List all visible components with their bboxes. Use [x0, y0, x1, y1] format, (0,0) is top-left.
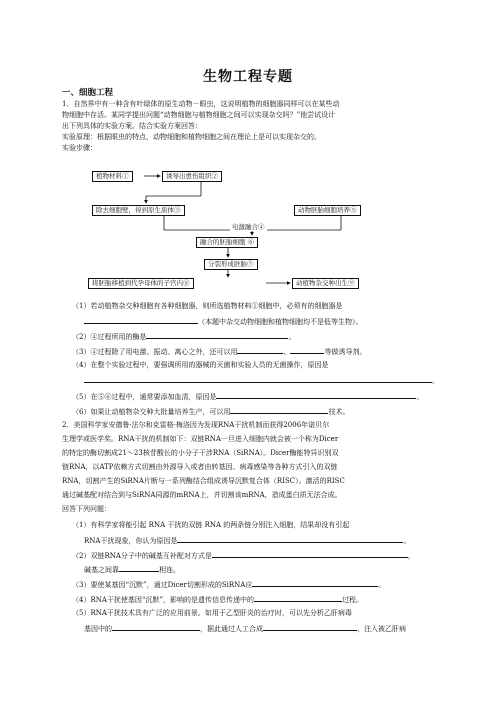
q2-sub3-text: （3）要使某基因“沉默”，通过Dicer切割形成的SiRNA应 — [72, 581, 253, 589]
callus-box: 诱导出愈伤组织② — [162, 171, 222, 182]
animal-culture-box: 动物胚胎细胞培养⑤ — [294, 205, 361, 216]
q1-sub6-end: 技术。 — [328, 408, 350, 416]
q1-sub1-cont — [84, 315, 458, 328]
answer-blank[interactable] — [146, 330, 288, 339]
transfer-box: 将胚胎移植到代孕母体的子宫内⑧ — [88, 278, 194, 289]
q1-sub4-cont — [84, 374, 458, 387]
period: 。 — [378, 581, 386, 589]
answer-blank[interactable] — [230, 405, 328, 414]
q1-sub1-text: （1）若动植物杂交种细胞有各种细胞器，则所选植物材料①细胞中，必须有的细胞器是 — [72, 302, 343, 310]
q1-intro-line: 实验步骤： — [62, 144, 97, 152]
q2-intro-line: 2．美国科学家安德鲁·法尔和克雷格·梅洛因为发现RNA干扰机制而获得2006年诺贝尔 — [62, 421, 330, 429]
period: 。 — [403, 537, 411, 545]
answer-blank[interactable] — [263, 622, 357, 631]
answer-blank[interactable] — [216, 390, 416, 399]
q1-sub2 — [72, 330, 446, 343]
q2-sub2-text2: 碱基之间靠 — [84, 566, 119, 574]
q1-intro-line: 1．自然界中有一种含有叶绿体的原生动物－眼虫，这说明植物的细胞器同样可以在某些动 — [62, 100, 340, 108]
answer-blank[interactable] — [290, 345, 324, 354]
q1-sub3 — [72, 345, 446, 358]
q1-sub5 — [72, 390, 446, 403]
q2-intro-line: 链RNA，以ATP依赖方式切割由外源导入或者由转基因、病毒感染等各种方式引入的双链 — [62, 463, 338, 471]
plant-material-box: 植物材料① — [92, 171, 133, 182]
q2-sub2 — [72, 549, 446, 562]
period: 。 — [416, 393, 424, 401]
q2-intro-line: 的特定的酶切割成21～23核苷酸长的小分子干涉RNA（SiRNA）。Dicer酶能特异识别双 — [62, 449, 339, 457]
embryo-split-box: 分裂形成胚胎⑦ — [204, 259, 258, 270]
answer-blank[interactable] — [254, 593, 342, 602]
q1-sub2-text: （2）④过程所用的酶是 — [72, 333, 147, 341]
q2-sub4 — [72, 593, 446, 606]
experiment-flow-diagram — [86, 170, 404, 298]
answer-blank[interactable] — [177, 534, 403, 543]
answer-blank[interactable] — [84, 315, 198, 324]
q1-sub1 — [72, 301, 446, 312]
q1-sub3-end: 等做诱导剂。 — [324, 348, 367, 356]
q1-sub1-note: （本题中杂交动物细胞和植物细胞均不是低等生物）。 — [198, 318, 363, 326]
q2-sub1: （1）有科学家将能引起 RNA 干扰的双链 RNA 的两条链分别注入细胞，结果却没有引起 — [72, 521, 350, 529]
hybrid-birth-box: 动植物杂交种出生⑨ — [292, 278, 359, 289]
fused-cell-box: 融合的胚胎细胞 ⑥ — [196, 237, 258, 248]
q2-sub3 — [72, 578, 446, 591]
q2-sub2-text: （2）双链RNA分子中的碱基互补配对方式是 — [72, 552, 212, 560]
q1-sub6 — [72, 405, 446, 418]
page-title: 生物工程专题 — [203, 69, 293, 85]
electrofusion-label: 电激融合④ — [232, 223, 265, 231]
period: 。 — [288, 333, 296, 341]
q2-sub5-text: 基因中的 — [84, 625, 112, 633]
period: 。 — [432, 377, 439, 385]
comma: 、 — [283, 348, 291, 356]
q2-sub5-text3: ，注入被乙肝病 — [357, 625, 406, 633]
q2-intro-line: 通过碱基配对结合到与SiRNA同源的mRNA上，并切割该mRNA，造成蛋白质无法合成。 — [62, 491, 342, 499]
q1-sub5-text: （5）在⑤⑥过程中，通常要添加血清，原因是 — [72, 393, 217, 401]
q1-sub3-text: （3）④过程除了用电激、振动、离心之外，还可以用 — [72, 348, 238, 356]
q2-sub1-text: RNA干扰现象，你认为原因是 — [84, 537, 178, 545]
q2-sub4-text: （4）RNA干扰使基因“沉默”，影响的是遗传信息传递中的 — [72, 596, 255, 604]
answer-blank[interactable] — [252, 578, 378, 587]
q2-intro-line: RNA，切割产生的SiRNA片断与一系列酶结合组成诱导沉默复合体（RISC）。激活的RISC — [62, 477, 345, 485]
answer-blank[interactable] — [84, 374, 432, 383]
answer-blank[interactable] — [119, 563, 159, 572]
q2-sub4-end: 过程。 — [342, 596, 364, 604]
q1-intro-line: 实验原理：根据眼虫的特点，动物细胞和植物细胞之间在理论上是可以实现杂交的。 — [62, 133, 321, 141]
q2-sub2-end: 相连。 — [159, 566, 180, 574]
q2-sub2-cont — [84, 563, 458, 576]
answer-blank[interactable] — [212, 549, 408, 558]
q1-intro-line: 物细胞中存活。某同学提出问题“动物细胞与植物细胞之间可以实现杂交吗？”他尝试设计 — [62, 111, 336, 119]
q1-sub6-text: （6）如果让动植物杂交种大批量培养生产，可以用 — [72, 408, 231, 416]
protoplast-box: 除去细胞壁，得到原生质体③ — [92, 205, 185, 216]
q2-intro-line: 生理学或医学奖。RNA干扰的机制如下：双链RNA一旦进入细胞内就会被一个称为Dicer — [62, 435, 339, 443]
q1-sub4: （4）在整个实验过程中，要强调所用的器械的灭菌和实验人员的无菌操作，原因是 — [72, 361, 329, 369]
answer-blank[interactable] — [112, 622, 200, 631]
q1-intro-line: 出下列具体的实验方案。结合实验方案回答： — [62, 122, 202, 130]
comma: ， — [407, 552, 415, 560]
q2-sub5-text2: ，据此通过人工合成 — [200, 625, 263, 633]
q2-intro-line: 回答下列问题： — [62, 505, 111, 513]
q2-sub5: （5）RNA干扰技术具有广泛的应用前景。如用于乙型肝炎的治疗时，可以先分析乙肝病毒 — [72, 609, 352, 617]
section-heading: 一、细胞工程 — [62, 88, 114, 98]
answer-blank[interactable] — [237, 345, 283, 354]
q2-sub1-cont — [84, 534, 458, 547]
q2-sub5-cont — [84, 622, 458, 635]
